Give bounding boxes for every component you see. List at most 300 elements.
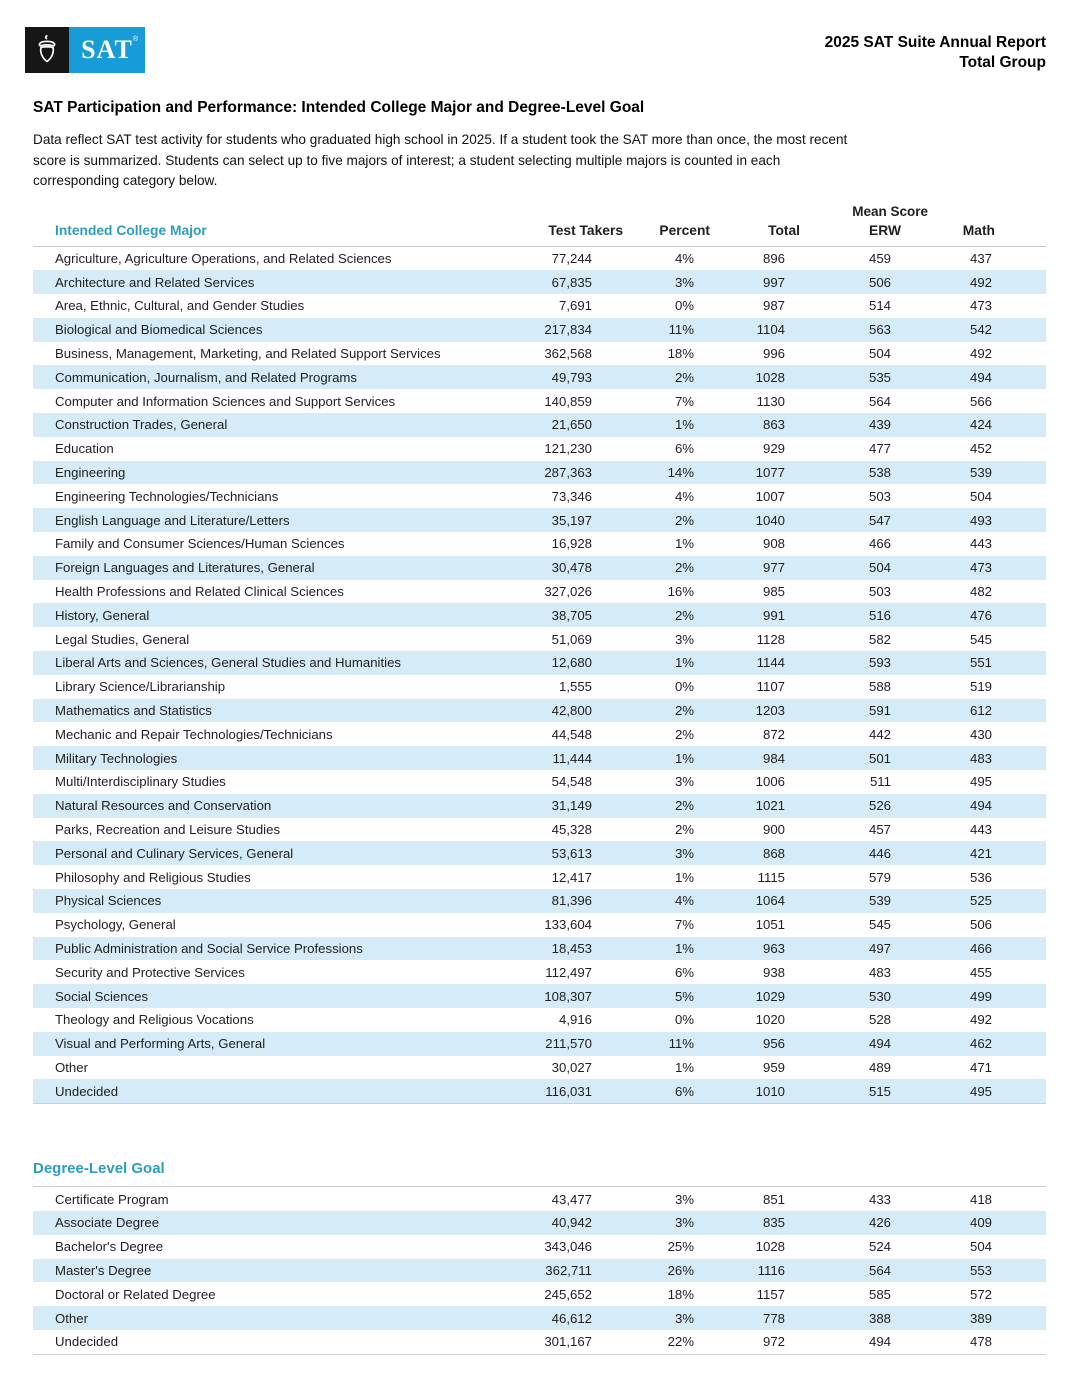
table-row	[33, 342, 1046, 366]
row-value: 1104	[756, 322, 785, 338]
row-value: 1064	[755, 893, 785, 909]
row-label: Military Technologies	[55, 750, 178, 766]
row-value: 3%	[674, 1191, 694, 1207]
column-header-math: Math	[962, 222, 995, 238]
row-label: Mechanic and Repair Technologies/Technicians	[55, 726, 333, 742]
table-row	[33, 794, 1046, 818]
row-value: 566	[969, 393, 992, 409]
row-value: 778	[762, 1310, 785, 1326]
description-line: Data reflect SAT test activity for students who graduated high school in 2025. If a student took the SAT more than once, the most recent	[33, 132, 848, 147]
row-value: 547	[868, 512, 891, 528]
sat-logo	[25, 27, 145, 73]
row-value: 418	[969, 1191, 992, 1207]
row-value: 504	[868, 346, 891, 362]
row-value: 972	[762, 1334, 785, 1350]
table-row	[33, 1079, 1046, 1103]
row-value: 530	[868, 988, 891, 1004]
row-value: 443	[969, 536, 992, 552]
degree-table	[33, 1187, 1046, 1355]
row-value: 591	[868, 703, 891, 719]
row-value: 1040	[755, 512, 785, 528]
table-row	[33, 1306, 1046, 1330]
row-value: 503	[868, 488, 891, 504]
row-value: 455	[969, 964, 992, 980]
table-row	[33, 960, 1046, 984]
description-line: corresponding category below.	[33, 173, 218, 188]
row-value: 588	[868, 679, 891, 695]
row-value: 42,800	[551, 703, 592, 719]
row-value: 31,149	[551, 798, 592, 814]
row-label: Personal and Culinary Services, General	[55, 845, 294, 861]
row-value: 25%	[667, 1239, 694, 1255]
row-value: 516	[868, 607, 891, 623]
table-row	[33, 389, 1046, 413]
row-value: 1020	[755, 1012, 785, 1028]
row-label: English Language and Literature/Letters	[55, 512, 290, 528]
row-label: Theology and Religious Vocations	[55, 1012, 254, 1028]
row-value: 3%	[674, 774, 694, 790]
report-title: 2025 SAT Suite Annual Report	[824, 34, 1046, 51]
table-row	[33, 556, 1046, 580]
row-value: 492	[969, 274, 992, 290]
row-value: 545	[868, 917, 891, 933]
column-header-total: Total	[768, 222, 800, 238]
report-subtitle: Total Group	[959, 54, 1046, 71]
row-value: 4%	[674, 250, 694, 266]
row-value: 1007	[755, 488, 785, 504]
row-value: 424	[969, 417, 992, 433]
description-paragraph	[33, 130, 1046, 192]
row-value: 1%	[674, 869, 694, 885]
row-value: 863	[762, 417, 785, 433]
row-value: 7%	[674, 917, 694, 933]
row-value: 11%	[668, 322, 694, 338]
row-value: 489	[868, 1059, 891, 1075]
row-value: 245,652	[544, 1286, 592, 1302]
row-value: 49,793	[551, 369, 592, 385]
row-value: 585	[868, 1286, 891, 1302]
row-value: 327,026	[544, 584, 592, 600]
row-value: 1006	[755, 774, 785, 790]
row-value: 492	[969, 346, 992, 362]
row-value: 1029	[755, 988, 785, 1004]
row-value: 5%	[674, 988, 694, 1004]
row-value: 51,069	[551, 631, 592, 647]
acorn-icon	[34, 35, 60, 65]
row-value: 67,835	[551, 274, 592, 290]
row-label: Engineering	[55, 465, 126, 481]
table-row	[33, 913, 1046, 937]
majors-table	[33, 247, 1046, 1105]
row-label: Bachelor's Degree	[55, 1239, 164, 1255]
row-value: 2%	[674, 703, 694, 719]
row-value: 987	[762, 298, 785, 314]
table-row	[33, 508, 1046, 532]
row-value: 40,942	[551, 1215, 592, 1231]
table-row	[33, 318, 1046, 342]
row-value: 514	[868, 298, 891, 314]
row-value: 835	[762, 1215, 785, 1231]
row-value: 459	[868, 250, 891, 266]
row-value: 499	[969, 988, 992, 1004]
table-row	[33, 1282, 1046, 1306]
row-value: 501	[868, 750, 891, 766]
row-label: Psychology, General	[55, 917, 176, 933]
row-value: 30,027	[551, 1059, 592, 1075]
row-value: 504	[868, 560, 891, 576]
row-value: 545	[969, 631, 992, 647]
row-value: 1010	[755, 1083, 785, 1099]
row-value: 977	[762, 560, 785, 576]
row-value: 430	[969, 726, 992, 742]
row-value: 466	[868, 536, 891, 552]
row-label: Doctoral or Related Degree	[55, 1286, 216, 1302]
row-value: 482	[969, 584, 992, 600]
row-value: 18%	[667, 346, 694, 362]
row-value: 466	[969, 941, 992, 956]
row-value: 872	[762, 726, 785, 742]
row-value: 2%	[674, 560, 694, 576]
row-value: 4,916	[558, 1012, 592, 1028]
table-row	[33, 1235, 1046, 1259]
row-value: 18%	[667, 1286, 694, 1302]
row-value: 572	[969, 1286, 992, 1302]
row-value: 1144	[756, 655, 785, 671]
row-value: 471	[969, 1059, 992, 1075]
row-value: 938	[762, 964, 785, 980]
row-value: 539	[969, 465, 992, 481]
row-label: Parks, Recreation and Leisure Studies	[55, 822, 281, 838]
row-value: 997	[762, 274, 785, 290]
row-label: Associate Degree	[55, 1215, 160, 1231]
row-value: 612	[969, 703, 992, 719]
table-row	[33, 1211, 1046, 1235]
row-value: 442	[868, 726, 891, 742]
row-value: 3%	[674, 1310, 694, 1326]
table-row	[33, 675, 1046, 699]
row-label: Family and Consumer Sciences/Human Sciences	[55, 536, 345, 552]
row-value: 217,834	[544, 322, 592, 338]
row-value: 483	[969, 750, 992, 766]
row-label: Engineering Technologies/Technicians	[55, 488, 279, 504]
row-value: 0%	[674, 1012, 694, 1028]
row-value: 506	[868, 274, 891, 290]
row-value: 452	[969, 441, 992, 457]
table-row	[33, 699, 1046, 723]
row-value: 553	[969, 1262, 992, 1278]
row-value: 6%	[674, 1083, 694, 1099]
row-value: 462	[969, 1036, 992, 1052]
row-value: 564	[868, 393, 891, 409]
row-value: 1028	[755, 1239, 785, 1255]
row-value: 44,548	[551, 726, 592, 742]
row-value: 526	[868, 798, 891, 814]
row-value: 53,613	[551, 845, 592, 861]
row-value: 18,453	[551, 941, 592, 956]
row-value: 593	[868, 655, 891, 671]
row-value: 868	[762, 845, 785, 861]
row-value: 457	[868, 822, 891, 838]
row-label: Public Administration and Social Service Professions	[55, 941, 363, 956]
row-value: 495	[969, 1083, 992, 1099]
row-label: Multi/Interdisciplinary Studies	[55, 774, 226, 790]
row-label: Agriculture, Agriculture Operations, and Related Sciences	[55, 250, 392, 266]
row-value: 14%	[667, 465, 694, 481]
row-value: 582	[868, 631, 891, 647]
row-value: 443	[969, 822, 992, 838]
row-label: Health Professions and Related Clinical Sciences	[55, 584, 344, 600]
row-value: 542	[969, 322, 992, 338]
row-value: 956	[762, 1036, 785, 1052]
column-header-major: Intended College Major	[55, 222, 207, 238]
row-value: 73,346	[551, 488, 592, 504]
row-label: Liberal Arts and Sciences, General Studies and Humanities	[55, 655, 401, 671]
row-value: 287,363	[544, 465, 592, 481]
table-row	[33, 1259, 1046, 1283]
row-label: Architecture and Related Services	[55, 274, 255, 290]
row-label: Other	[55, 1310, 88, 1326]
row-value: 2%	[674, 369, 694, 385]
row-value: 11%	[668, 1036, 694, 1052]
table-row	[33, 580, 1046, 604]
row-value: 362,568	[544, 346, 592, 362]
row-value: 45,328	[551, 822, 592, 838]
row-value: 77,244	[551, 250, 592, 266]
row-value: 46,612	[551, 1310, 592, 1326]
row-value: 388	[868, 1310, 891, 1326]
row-label: Other	[55, 1059, 88, 1075]
row-value: 1107	[756, 679, 785, 695]
row-value: 476	[969, 607, 992, 623]
row-value: 494	[969, 798, 992, 814]
table-row	[33, 270, 1046, 294]
row-value: 539	[868, 893, 891, 909]
row-value: 211,570	[545, 1036, 592, 1052]
row-label: Mathematics and Statistics	[55, 703, 212, 719]
row-value: 528	[868, 1012, 891, 1028]
table-row	[33, 1056, 1046, 1080]
table-row	[33, 437, 1046, 461]
row-value: 409	[969, 1215, 992, 1231]
row-value: 3%	[674, 1215, 694, 1231]
row-value: 1021	[755, 798, 785, 814]
row-value: 908	[762, 536, 785, 552]
table-header-row	[33, 223, 1046, 247]
row-value: 16%	[667, 584, 694, 600]
row-value: 6%	[674, 441, 694, 457]
row-value: 362,711	[545, 1262, 592, 1278]
row-value: 515	[868, 1083, 891, 1099]
row-value: 1028	[755, 369, 785, 385]
row-value: 1%	[674, 536, 694, 552]
row-value: 1203	[755, 703, 785, 719]
main-content	[33, 99, 1046, 1355]
row-value: 140,859	[544, 393, 592, 409]
row-value: 504	[969, 1239, 992, 1255]
table-row	[33, 818, 1046, 842]
row-value: 54,548	[551, 774, 592, 790]
row-value: 11,444	[552, 750, 592, 766]
row-label: History, General	[55, 607, 150, 623]
table-row	[33, 722, 1046, 746]
description-line: score is summarized. Students can select up to five majors of interest; a student selecting multiple majors is counted in each	[33, 152, 781, 168]
row-value: 2%	[674, 726, 694, 742]
row-value: 116,031	[545, 1083, 592, 1099]
row-value: 563	[868, 322, 891, 338]
column-header-erw: ERW	[869, 222, 901, 238]
row-value: 3%	[674, 845, 694, 861]
row-label: Communication, Journalism, and Related Programs	[55, 369, 357, 385]
row-value: 538	[868, 465, 891, 481]
table-row	[33, 532, 1046, 556]
row-label: Foreign Languages and Literatures, General	[55, 560, 315, 576]
table-row	[33, 627, 1046, 651]
table-row	[33, 413, 1046, 437]
row-value: 2%	[674, 822, 694, 838]
row-value: 121,230	[544, 441, 592, 457]
row-value: 301,167	[544, 1334, 592, 1350]
row-value: 2%	[674, 798, 694, 814]
row-value: 2%	[674, 607, 694, 623]
table-row	[33, 865, 1046, 889]
row-value: 1%	[674, 655, 694, 671]
row-value: 43,477	[551, 1191, 592, 1207]
row-value: 1051	[755, 917, 785, 933]
table-row	[33, 247, 1046, 271]
row-value: 133,604	[544, 917, 592, 933]
row-value: 991	[762, 607, 785, 623]
row-label: Physical Sciences	[55, 893, 162, 909]
row-value: 497	[868, 941, 891, 956]
row-label: Construction Trades, General	[55, 417, 228, 433]
sat-logo-text: SAT	[81, 35, 133, 64]
row-value: 6%	[674, 964, 694, 980]
row-value: 1%	[674, 1059, 694, 1075]
row-value: 929	[762, 441, 785, 457]
row-label: Social Sciences	[55, 988, 149, 1004]
row-value: 477	[868, 441, 891, 457]
row-value: 494	[868, 1036, 891, 1052]
row-value: 494	[969, 369, 992, 385]
table-row	[33, 365, 1046, 389]
report-header	[825, 33, 1046, 73]
row-value: 525	[969, 893, 992, 909]
row-value: 506	[969, 917, 992, 933]
row-value: 7,691	[558, 298, 592, 314]
row-value: 535	[868, 369, 891, 385]
row-value: 959	[762, 1059, 785, 1075]
row-label: Undecided	[55, 1083, 119, 1099]
row-value: 22%	[667, 1334, 694, 1350]
row-value: 0%	[674, 679, 694, 695]
row-value: 504	[969, 488, 992, 504]
row-label: Library Science/Librarianship	[55, 679, 226, 695]
row-label: Visual and Performing Arts, General	[55, 1036, 266, 1052]
row-label: Area, Ethnic, Cultural, and Gender Studies	[55, 298, 305, 314]
column-header-percent: Percent	[659, 222, 710, 238]
row-value: 483	[868, 964, 891, 980]
row-value: 3%	[674, 631, 694, 647]
row-value: 963	[762, 941, 785, 956]
table-row	[33, 841, 1046, 865]
row-value: 478	[969, 1334, 992, 1350]
mean-score-label: Mean Score	[852, 203, 928, 219]
table-row	[33, 461, 1046, 485]
table-row	[33, 1032, 1046, 1056]
row-value: 519	[969, 679, 992, 695]
row-value: 579	[868, 869, 891, 885]
row-value: 21,650	[551, 417, 592, 433]
row-value: 3%	[674, 274, 694, 290]
row-value: 389	[969, 1310, 992, 1326]
row-label: Computer and Information Sciences and Support Services	[55, 393, 396, 409]
row-value: 494	[868, 1334, 891, 1350]
row-value: 1077	[755, 465, 785, 481]
row-value: 495	[969, 774, 992, 790]
table-row	[33, 651, 1046, 675]
row-value: 108,307	[544, 988, 592, 1004]
row-value: 1%	[674, 417, 694, 433]
row-value: 511	[869, 774, 891, 790]
table-row	[33, 484, 1046, 508]
row-value: 1115	[757, 869, 785, 885]
table-row	[33, 984, 1046, 1008]
row-value: 35,197	[551, 512, 592, 528]
row-value: 985	[762, 584, 785, 600]
row-value: 1130	[756, 393, 785, 409]
row-value: 1157	[756, 1286, 785, 1302]
row-label: Legal Studies, General	[55, 631, 190, 647]
row-value: 12,680	[551, 655, 592, 671]
table-row	[33, 1330, 1046, 1354]
row-value: 437	[969, 250, 992, 266]
sat-logo-wordmark	[69, 27, 145, 73]
row-value: 524	[868, 1239, 891, 1255]
row-value: 564	[868, 1262, 891, 1278]
row-value: 343,046	[544, 1239, 592, 1255]
column-header-test-takers: Test Takers	[548, 222, 623, 238]
row-value: 81,396	[551, 893, 592, 909]
row-value: 984	[762, 750, 785, 766]
row-label: Biological and Biomedical Sciences	[55, 322, 263, 338]
row-value: 1%	[674, 941, 694, 956]
row-value: 1116	[757, 1262, 785, 1278]
page-title: SAT Participation and Performance: Intended College Major and Degree-Level Goal	[33, 99, 645, 116]
row-value: 536	[969, 869, 992, 885]
row-value: 4%	[674, 488, 694, 504]
mean-score-group-header	[33, 204, 1046, 219]
row-value: 12,417	[551, 869, 592, 885]
table-row	[33, 603, 1046, 627]
row-label: Business, Management, Marketing, and Related Support Services	[55, 346, 441, 362]
row-value: 900	[762, 822, 785, 838]
row-value: 426	[868, 1215, 891, 1231]
row-value: 16,928	[551, 536, 592, 552]
row-label: Natural Resources and Conservation	[55, 798, 272, 814]
collegeboard-acorn-badge	[25, 27, 69, 73]
row-value: 2%	[674, 512, 694, 528]
table-row	[33, 770, 1046, 794]
registered-mark-icon: ®	[132, 36, 138, 43]
row-value: 38,705	[551, 607, 592, 623]
degree-level-goal-heading: Degree-Level Goal	[33, 1160, 1046, 1187]
row-value: 851	[762, 1191, 785, 1207]
table-row	[33, 1187, 1046, 1211]
row-value: 551	[969, 655, 992, 671]
row-label: Undecided	[55, 1334, 119, 1350]
row-value: 4%	[674, 893, 694, 909]
row-label: Certificate Program	[55, 1191, 169, 1207]
